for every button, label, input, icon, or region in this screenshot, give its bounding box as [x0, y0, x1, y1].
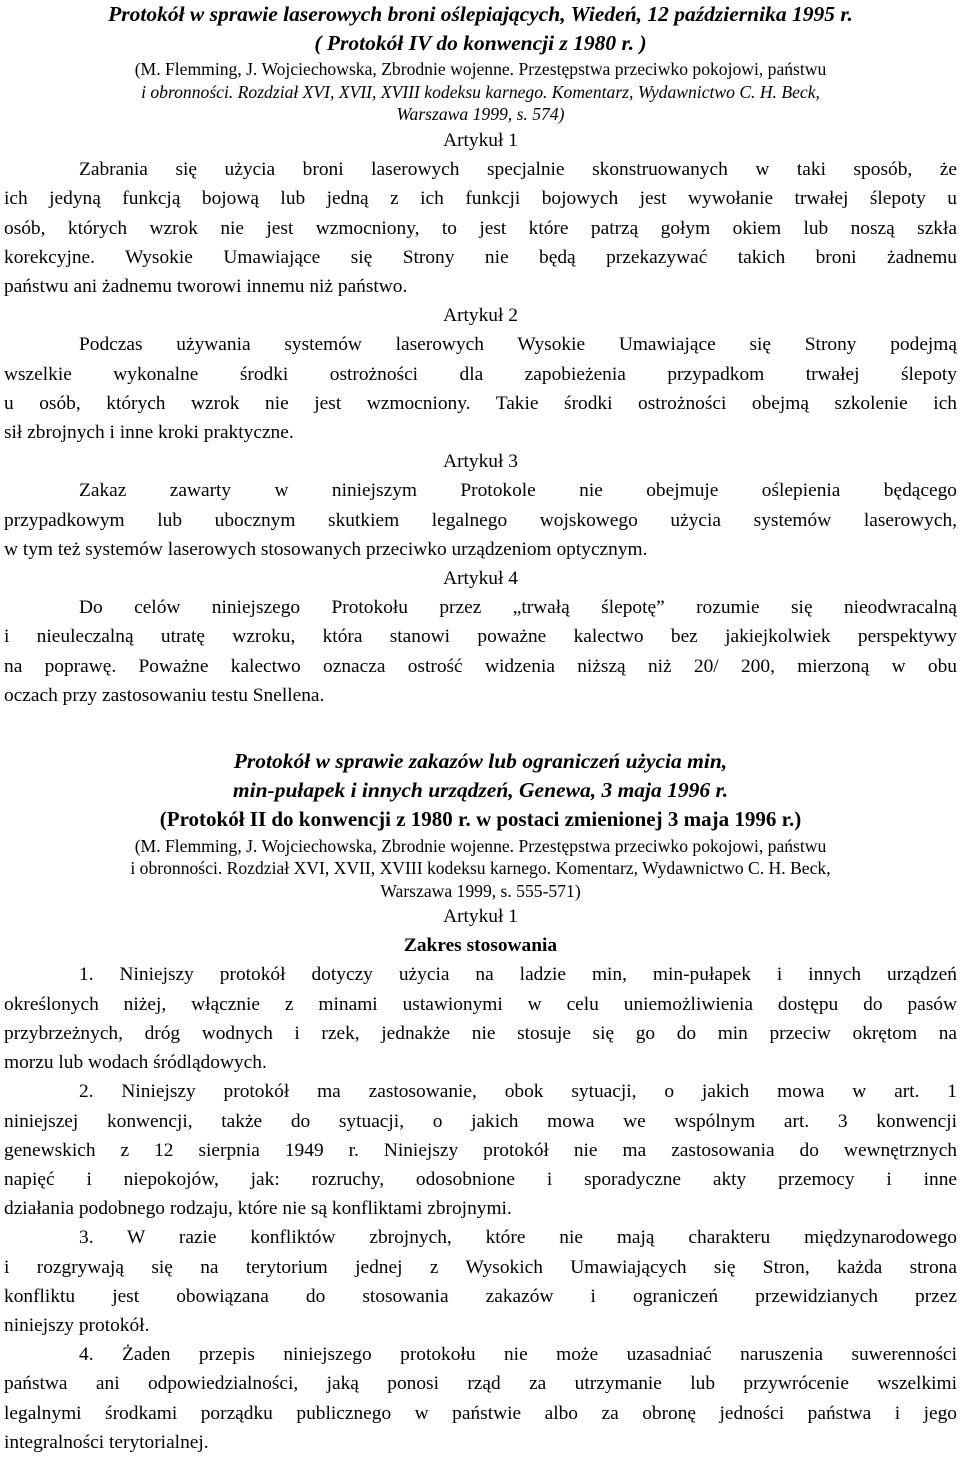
- text-line: genewskich z 12 sierpnia 1949 r. Niniejszy protokół nie ma zastosowania do wewnętrznych: [4, 1139, 957, 1161]
- text-line: integralności terytorialnej.: [4, 1431, 209, 1453]
- text-line: na poprawę. Poważne kalectwo oznacza ostrość widzenia niższą niż 20/ 200, mierzoną w obu: [4, 655, 957, 677]
- protocol-ii-subtitle: (Protokół II do konwencji z 1980 r. w postaci zmienionej 3 maja 1996 r.): [159, 807, 802, 832]
- article-body: [4, 593, 957, 710]
- text-line: Podczas używania systemów laserowych Wysokie Umawiające się Strony podejmą: [79, 334, 957, 356]
- text-line: sił zbrojnych i inne kroki praktyczne.: [4, 421, 294, 443]
- article-body: [4, 330, 957, 447]
- protocol-ii-title: Protokół w sprawie zakazów lub ograniczeń użycia min,: [233, 748, 728, 773]
- protocol-iv-title: Protokół w sprawie laserowych broni oślepiających, Wiedeń, 12 października 1995 r.: [108, 2, 853, 26]
- article-heading: Artykuł 3: [443, 451, 518, 473]
- article-subheading: Zakres stosowania: [403, 935, 558, 957]
- text-line: Zakaz zawarty w niniejszym Protokole nie obejmuje oślepienia będącego: [79, 480, 957, 502]
- text-line: niniejszej konwencji, także do sytuacji, o jakich mowa we wspólnym art. 3 konwencji: [4, 1110, 957, 1132]
- text-line: 1. Niniejszy protokół dotyczy użycia na ladzie min, min-pułapek i innych urządzeń: [79, 964, 957, 986]
- article-body: [4, 476, 957, 564]
- text-line: oczach przy zastosowaniu testu Snellena.: [4, 684, 325, 706]
- text-line: wszelkie wykonalne środki ostrożności dla zapobieżenia przypadkom trwałej ślepoty: [4, 363, 957, 385]
- article-heading: Artykuł 2: [443, 305, 518, 327]
- text-line: Do celów niniejszego Protokołu przez „trwałą ślepotę” rozumie się nieodwracalną: [79, 597, 957, 619]
- text-line: ich jedyną funkcją bojową lub jedną z ich funkcji bojowych jest wywołanie trwałej ślepoty u: [4, 188, 957, 210]
- text-line: legalnymi środkami porządku publicznego w państwie albo za obronę jedności państwa i jego: [4, 1402, 957, 1424]
- protocol-ii-citation: i obronności. Rozdział XVI, XVII, XVIII kodeksu karnego. Komentarz, Wydawnictwo C. H. Beck,: [130, 858, 831, 879]
- section-gap: [4, 710, 957, 739]
- text-line: i nieuleczalną utratę wzroku, która stanowi poważne kalectwo bez jakiejkolwiek perspektywy: [4, 626, 957, 648]
- text-line: i rozgrywają się na terytorium jednej z Wysokich Umawiających się Stron, każda strona: [4, 1256, 957, 1278]
- text-line: 4. Żaden przepis niniejszego protokołu nie może uzasadniać naruszenia suwerenności: [79, 1344, 957, 1366]
- text-line: osób, których wzrok nie jest wzmocniony, to jest które patrzą gołym okiem lub noszą szkła: [4, 217, 957, 239]
- text-line: napięć i niepokojów, jak: rozruchy, odosobnione i sporadyczne akty przemocy i inne: [4, 1168, 957, 1190]
- article-heading: Artykuł 4: [443, 567, 518, 589]
- protocol-iv-citation: i obronności. Rozdział XVI, XVII, XVIII kodeksu karnego. Komentarz, Wydawnictwo C. H. Beck,: [141, 81, 820, 102]
- protocol-ii-citation: (M. Flemming, J. Wojciechowska, Zbrodnie wojenne. Przestępstwa przeciwko pokojowi, państwu: [134, 835, 827, 856]
- text-line: 2. Niniejszy protokół ma zastosowanie, obok sytuacji, o jakich mowa w art. 1: [79, 1081, 957, 1103]
- article-heading: Artykuł 1: [443, 129, 518, 151]
- text-line: w tym też systemów laserowych stosowanych przeciwko urządzeniom optycznym.: [4, 538, 648, 560]
- text-line: Zabrania się użycia broni laserowych specjalnie skonstruowanych w taki sposób, że: [79, 159, 957, 181]
- article-heading: Artykuł 1: [443, 906, 518, 928]
- text-line: przybrzeżnych, dróg wodnych i rzek, jednakże nie stosuje się go do min przeciw okrętom na: [4, 1022, 957, 1044]
- text-line: działania podobnego rodzaju, które nie są konfliktami zbrojnymi.: [4, 1198, 512, 1220]
- text-line: przypadkowym lub ubocznym skutkiem legalnego wojskowego użycia systemów laserowych,: [4, 509, 957, 531]
- paragraph-1: [4, 960, 957, 1077]
- protocol-iv-citation: Warszawa 1999, s. 574): [396, 104, 565, 125]
- text-line: u osób, których wzrok nie jest wzmocniony. Takie środki ostrożności obejmą szkolenie ich: [4, 392, 957, 414]
- text-line: 3. W razie konfliktów zbrojnych, które nie mają charakteru międzynarodowego: [79, 1227, 957, 1249]
- protocol-iv-citation: (M. Flemming, J. Wojciechowska, Zbrodnie wojenne. Przestępstwa przeciwko pokojowi, państwu: [134, 59, 827, 80]
- text-line: państwu ani żadnemu tworowi innemu niż państwo.: [4, 275, 408, 297]
- paragraph-4: [4, 1340, 957, 1457]
- protocol-ii-title: min-pułapek i innych urządzeń, Genewa, 3 maja 1996 r.: [232, 778, 729, 803]
- paragraph-2: [4, 1077, 957, 1223]
- article-body: [4, 155, 957, 301]
- text-line: morzu lub wodach śródlądowych.: [4, 1052, 267, 1074]
- paragraph-3: [4, 1223, 957, 1340]
- text-line: określonych niżej, włącznie z minami ustawionymi w celu uniemożliwienia dostępu do pasów: [4, 993, 957, 1015]
- protocol-ii-citation: Warszawa 1999, s. 555-571): [380, 880, 581, 901]
- text-line: państwa ani odpowiedzialności, jaką ponosi rząd za utrzymanie lub przywrócenie wszelkimi: [4, 1373, 957, 1395]
- text-line: niniejszy protokół.: [4, 1314, 150, 1336]
- protocol-iv-subtitle: ( Protokół IV do konwencji z 1980 r. ): [314, 31, 647, 56]
- text-line: korekcyjne. Wysokie Umawiające się Strony nie będą przekazywać takich broni żadnemu: [4, 246, 957, 268]
- text-line: konfliktu jest obowiązana do stosowania zakazów i ograniczeń przewidzianych przez: [4, 1285, 957, 1307]
